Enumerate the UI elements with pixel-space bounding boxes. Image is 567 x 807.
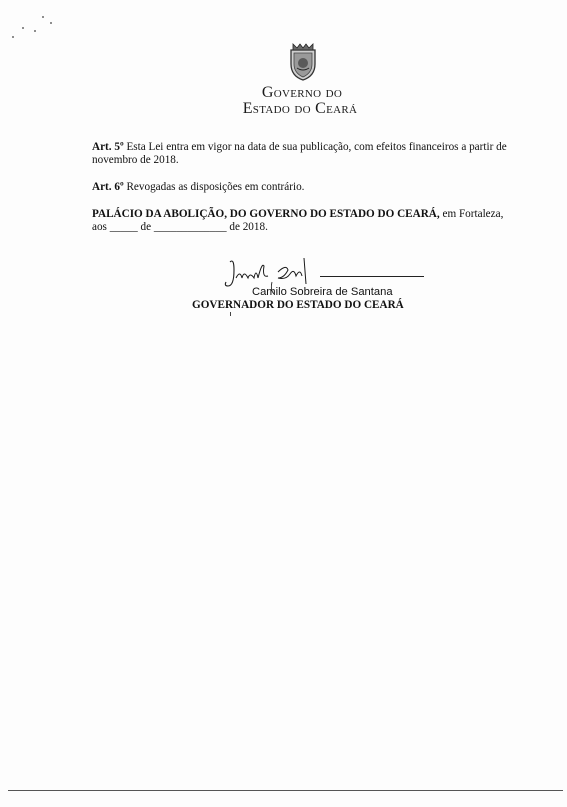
- scan-speck: [42, 16, 44, 18]
- article-5-text-line2: novembro de 2018.: [92, 154, 179, 166]
- scan-speck: [12, 36, 14, 38]
- header-government: Governo do: [261, 84, 343, 101]
- article-6-text: Revogadas as disposições em contrário.: [126, 181, 305, 193]
- closing-paragraph: [92, 208, 522, 234]
- pen-mark: [230, 312, 231, 316]
- bottom-rule: [8, 790, 563, 791]
- article-6-label: Art. 6º: [92, 181, 124, 193]
- signer-name: Camilo Sobreira de Santana: [252, 286, 393, 298]
- signature-line: [320, 276, 424, 277]
- scan-speck: [34, 30, 36, 32]
- date-line: aos _____ de _____________ de 2018.: [92, 221, 268, 233]
- closing-bold: PALÁCIO DA ABOLIÇÃO, DO GOVERNO DO ESTADO DO CEARÁ,: [92, 208, 440, 220]
- header-state: Estado do Ceará: [242, 100, 358, 117]
- article-5: [92, 141, 522, 167]
- ceara-coat-of-arms-icon: [286, 42, 320, 82]
- article-6: [92, 181, 522, 194]
- article-5-label: Art. 5º: [92, 141, 124, 153]
- article-5-text-line1: Esta Lei entra em vigor na data de sua publicação, com efeitos financeiros a partir de: [126, 141, 507, 153]
- signer-role: GOVERNADOR DO ESTADO DO CEARÁ: [192, 299, 404, 311]
- scan-speck: [22, 27, 24, 29]
- scan-speck: [50, 22, 52, 24]
- closing-rest: em Fortaleza,: [442, 208, 504, 220]
